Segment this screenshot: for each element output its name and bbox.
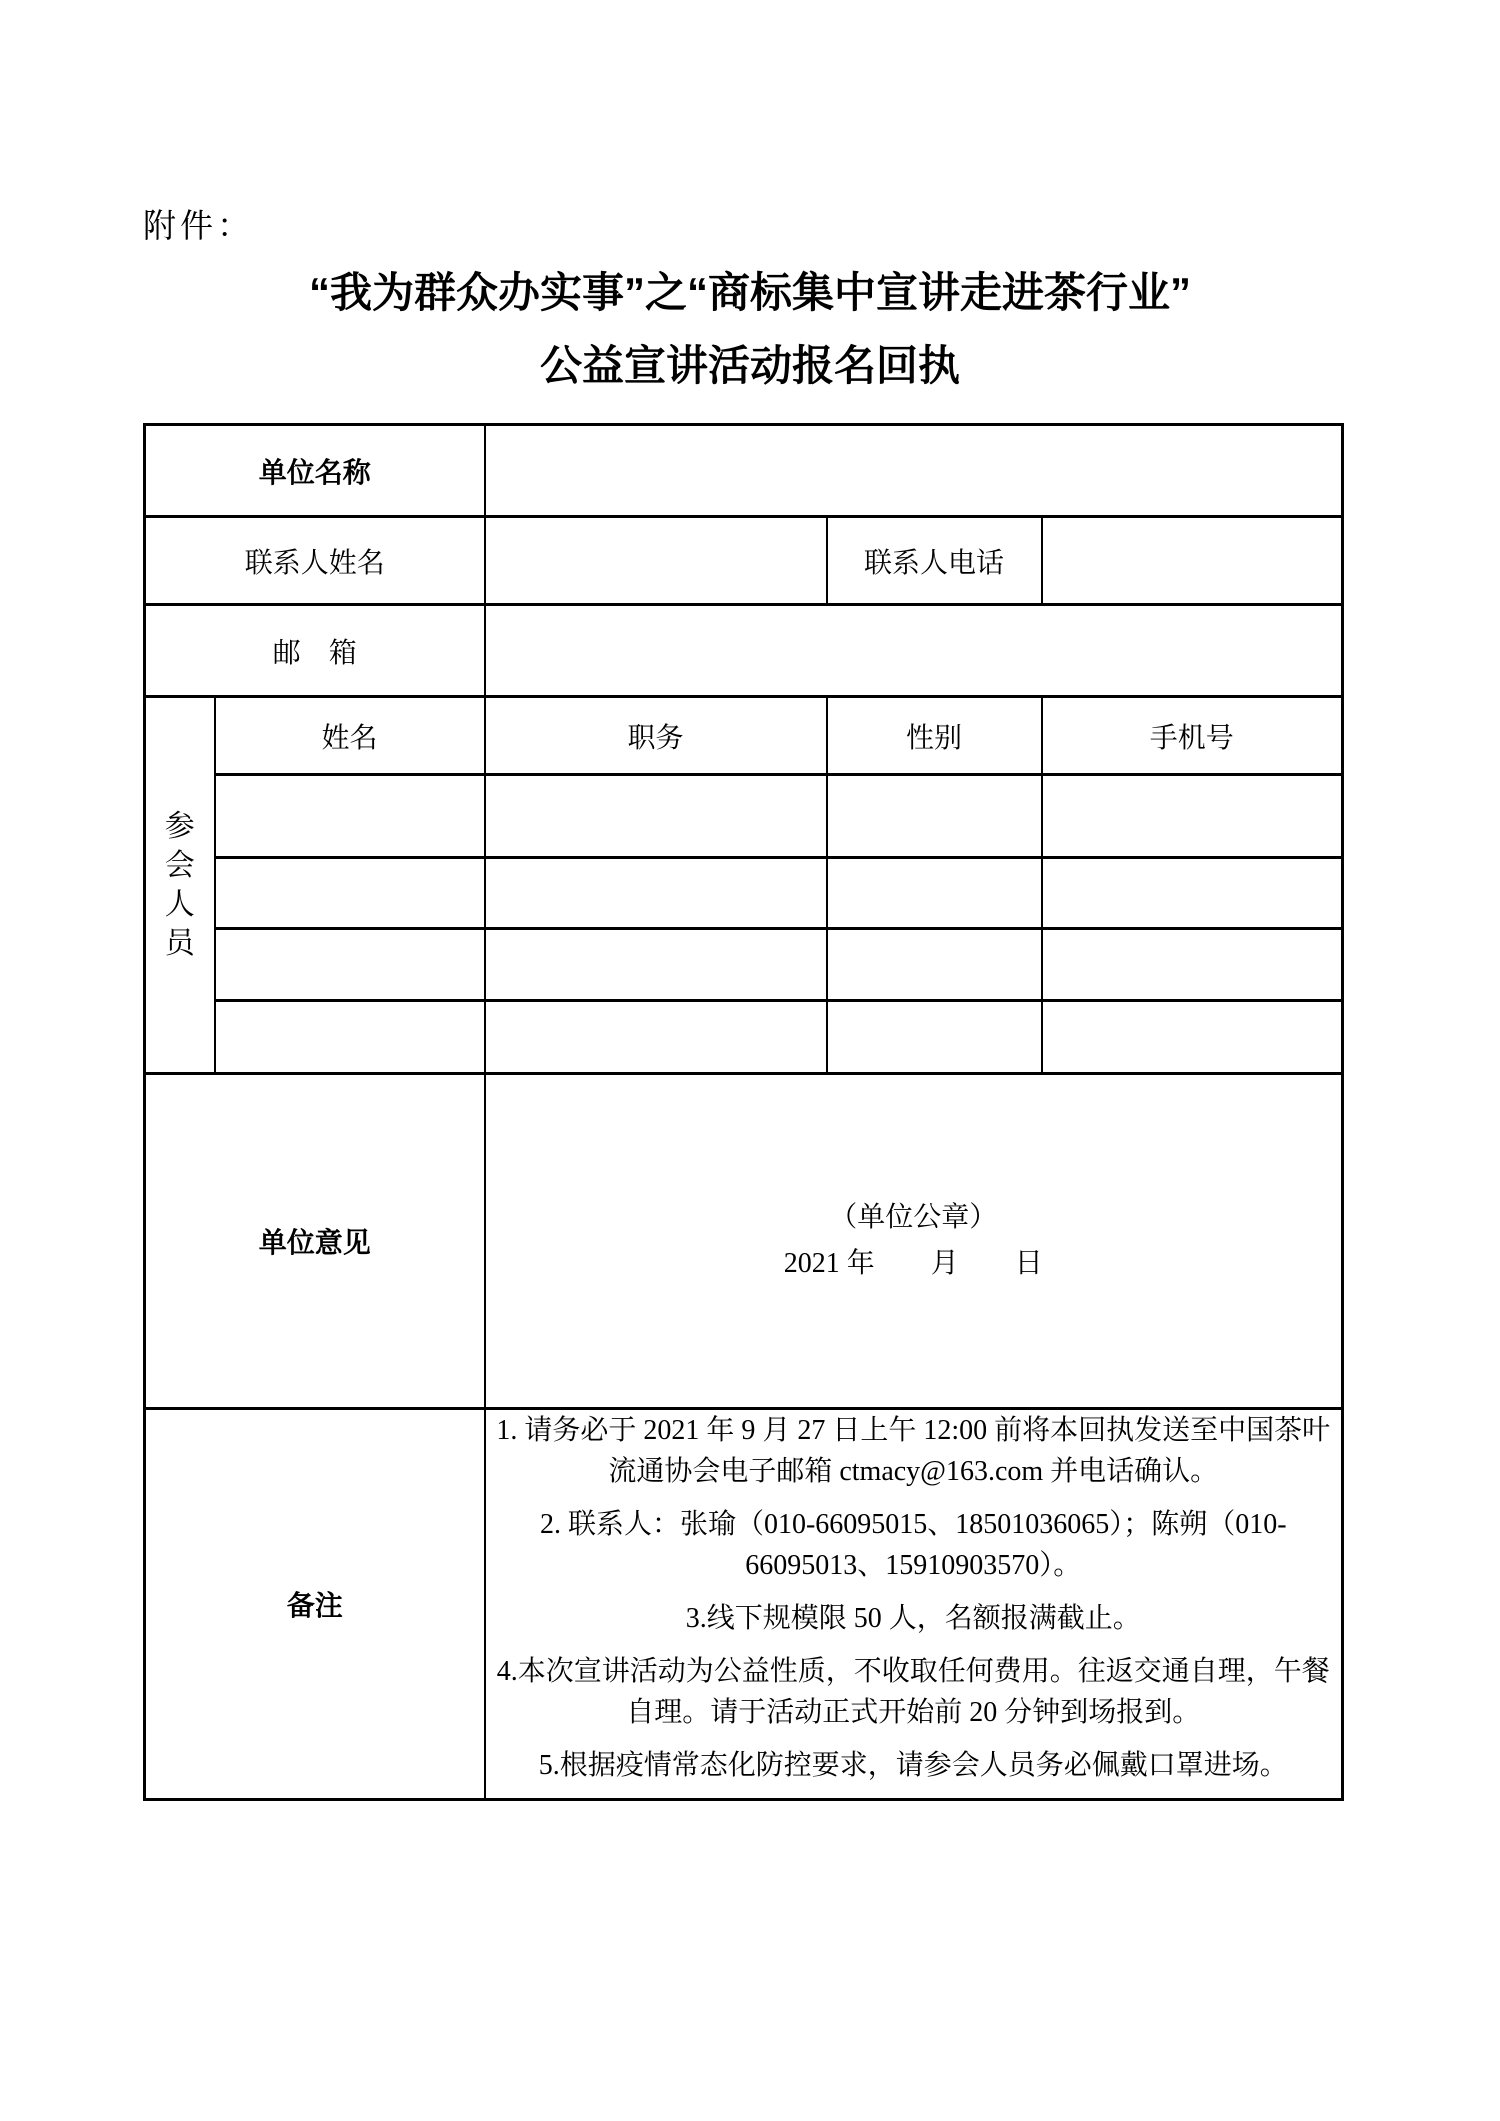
unit-opinion-field [485,1074,1343,1409]
remarks-label: 备注 [145,1409,485,1800]
attachment-label: 附件： [143,209,254,245]
participants-header-row [145,697,1343,775]
remarks-content [485,1409,1343,1800]
unit-name-row [145,425,1343,517]
remark-item-3: 3.线下规模限 50 人，名额报满截止。 [685,1603,1141,1634]
participant-2-name-cell [215,858,485,929]
contact-row [145,517,1343,605]
unit-opinion-row [145,1074,1343,1409]
participant-2-title-cell [485,858,827,929]
date-line: 2021 年 月 日 [783,1248,1043,1279]
participant-1-name-cell [215,775,485,858]
participant-4-mobile-cell [1042,1001,1343,1074]
participant-row-3 [145,929,1343,1001]
email-label: 邮 箱 [145,605,485,697]
email-row [145,605,1343,697]
contact-phone-field [1042,517,1343,605]
title-line-1: “我为群众办实事”之“商标集中宣讲走进茶行业” [308,269,1191,316]
seal-note: （单位公章） [829,1202,998,1233]
title-line-2: 公益宣讲活动报名回执 [539,342,960,389]
participant-1-title-cell [485,775,827,858]
participants-col-mobile-header: 手机号 [1042,697,1343,775]
unit-name-field [485,425,1343,517]
participant-2-gender-cell [827,858,1042,929]
participant-row-2 [145,858,1343,929]
email-field [485,605,1343,697]
remarks-row [145,1409,1343,1800]
participants-col-gender-header: 性别 [827,697,1042,775]
participant-3-title-cell [485,929,827,1001]
participant-row-1 [145,775,1343,858]
unit-opinion-label: 单位意见 [145,1074,485,1409]
registration-form-table [143,423,1344,1801]
unit-name-label: 单位名称 [145,425,485,517]
page-title [0,256,1500,402]
participants-label: 参会人员 [145,697,215,1074]
contact-phone-label: 联系人电话 [827,517,1042,605]
participant-3-mobile-cell [1042,929,1343,1001]
participant-1-mobile-cell [1042,775,1343,858]
contact-name-field [485,517,827,605]
participant-4-gender-cell [827,1001,1042,1074]
participant-3-gender-cell [827,929,1042,1001]
remark-item-2: 2. 联系人：张瑜（010-66095015、18501036065）；陈朔（010-66095013、15910903570）。 [539,1509,1287,1581]
participant-3-name-cell [215,929,485,1001]
participant-row-4 [145,1001,1343,1074]
participant-4-name-cell [215,1001,485,1074]
participants-col-name-header: 姓名 [215,697,485,775]
participant-2-mobile-cell [1042,858,1343,929]
contact-name-label: 联系人姓名 [145,517,485,605]
remark-item-4: 4.本次宣讲活动为公益性质，不收取任何费用。往返交通自理，午餐自理。请于活动正式开始前 20 分钟到场报到。 [496,1656,1330,1728]
participant-1-gender-cell [827,775,1042,858]
remark-item-1: 1. 请务必于 2021 年 9 月 27 日上午 12:00 前将本回执发送至中国茶叶流通协会电子邮箱 ctmacy@163.com 并电话确认。 [496,1415,1331,1487]
participants-col-title-header: 职务 [485,697,827,775]
remark-item-5: 5.根据疫情常态化防控要求，请参会人员务必佩戴口罩进场。 [538,1750,1288,1781]
participant-4-title-cell [485,1001,827,1074]
